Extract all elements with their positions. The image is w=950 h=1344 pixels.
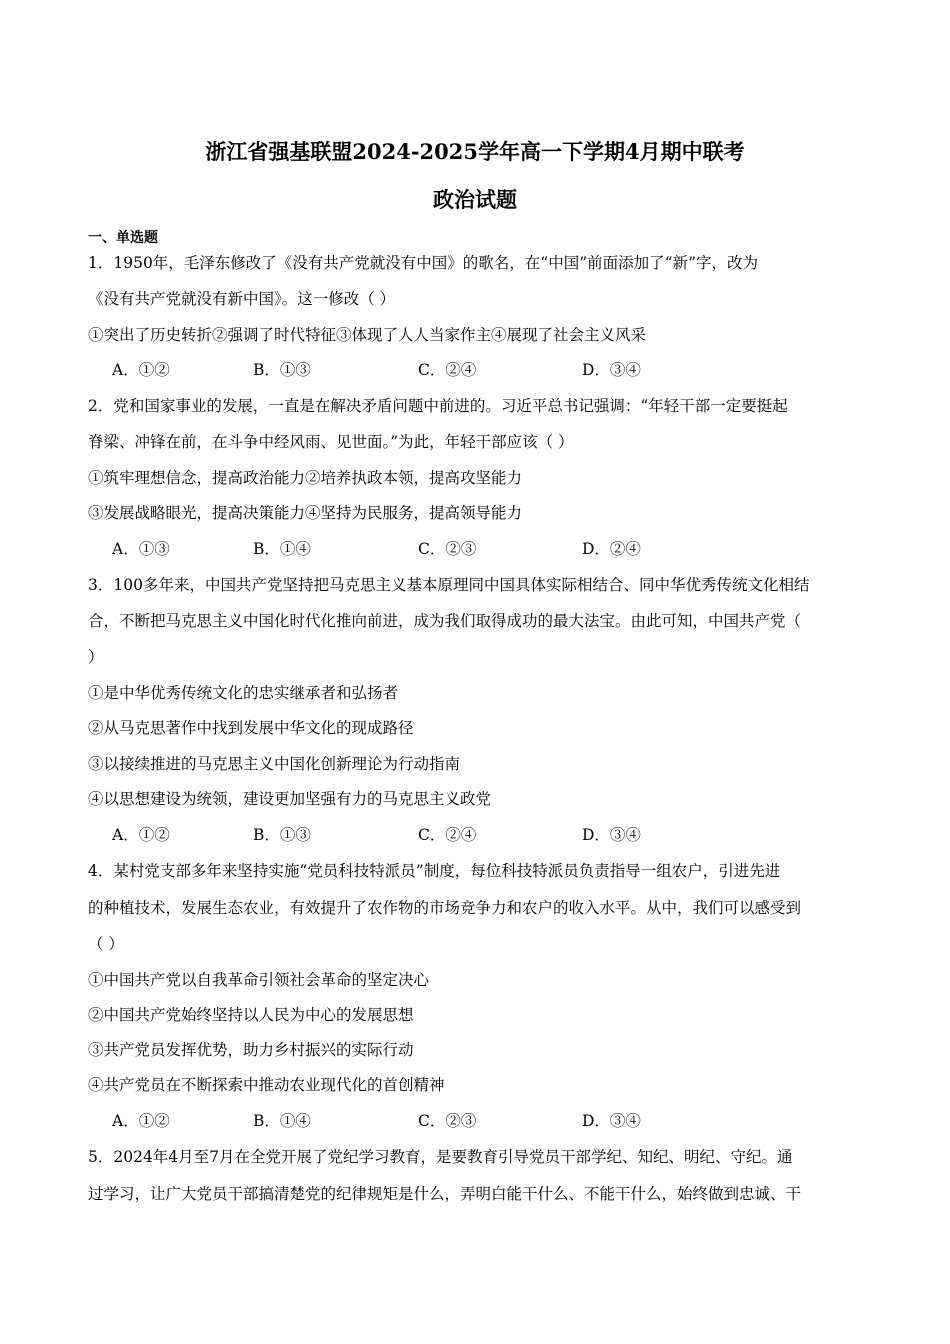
question-4-stem-line-1: 4．某村党支部多年来坚持实施“党员科技特派员”制度，每位科技特派员负责指导一组农户，引进先进 <box>88 862 781 880</box>
question-4-stem-line-2: 的种植技术，发展生态农业，有效提升了农作物的市场竞争力和农户的收入水平。从中，我们可以感受到 <box>88 899 802 917</box>
question-2-stem-line-1: 2．党和国家事业的发展，一直是在解决矛盾问题中前进的。习近平总书记强调：“年轻干部一定要挺起 <box>88 397 788 415</box>
question-4-option-b[interactable]: B．①④ <box>253 1112 311 1130</box>
question-1-option-b[interactable]: B．①③ <box>253 361 311 379</box>
question-3-statement-1: ①是中华优秀传统文化的忠实继承者和弘扬者 <box>88 684 399 702</box>
document-title: 浙江省强基联盟2024-2025学年高一下学期4月期中联考 <box>205 139 745 164</box>
question-2-statement-2: ③发展战略眼光，提高决策能力④坚持为民服务，提高领导能力 <box>88 504 523 522</box>
question-4-statement-1: ①中国共产党以自我革命引领社会革命的坚定决心 <box>88 971 430 989</box>
question-4-statement-3: ③共产党员发挥优势，助力乡村振兴的实际行动 <box>88 1041 414 1059</box>
question-4-stem-line-3: （ ） <box>88 935 124 953</box>
question-2-option-d[interactable]: D．②④ <box>582 540 641 558</box>
question-2-option-a[interactable]: A．①③ <box>112 540 170 558</box>
question-4-statement-4: ④共产党员在不断探索中推动农业现代化的首创精神 <box>88 1076 445 1094</box>
question-1-stem-line-1: 1．1950年，毛泽东修改了《没有共产党就没有中国》的歌名，在“中国”前面添加了“新”字，改为 <box>88 254 759 272</box>
question-4-option-a[interactable]: A．①② <box>112 1112 170 1130</box>
question-4-option-c[interactable]: C．②③ <box>418 1112 477 1130</box>
question-5-stem-line-2: 过学习，让广大党员干部搞清楚党的纪律规矩是什么，弄明白能干什么、不能干什么，始终做到忠诚、干 <box>88 1185 802 1203</box>
question-3-statement-4: ④以思想建设为统领，建设更加坚强有力的马克思主义政党 <box>88 790 492 808</box>
question-2-option-b[interactable]: B．①④ <box>253 540 311 558</box>
question-3-option-c[interactable]: C．②④ <box>418 826 477 844</box>
question-2-stem-line-2: 脊梁、冲锋在前，在斗争中经风雨、见世面。”为此，年轻干部应该（ ） <box>88 433 574 451</box>
question-1-option-c[interactable]: C．②④ <box>418 361 477 379</box>
question-4-option-d[interactable]: D．③④ <box>582 1112 641 1130</box>
question-3-statement-2: ②从马克思著作中找到发展中华文化的现成路径 <box>88 719 414 737</box>
section-heading: 一、单选题 <box>88 230 158 246</box>
question-1-option-d[interactable]: D．③④ <box>582 361 641 379</box>
question-2-statement-1: ①筑牢理想信念，提高政治能力②培养执政本领，提高攻坚能力 <box>88 469 523 487</box>
question-3-option-b[interactable]: B．①③ <box>253 826 311 844</box>
question-4-statement-2: ②中国共产党始终坚持以人民为中心的发展思想 <box>88 1006 414 1024</box>
question-3-stem-line-1: 3．100多年来，中国共产党坚持把马克思主义基本原理同中国具体实际相结合、同中华优秀传统文化相结 <box>88 576 810 594</box>
question-1-statement-1: ①突出了历史转折②强调了时代特征③体现了人人当家作主④展现了社会主义风采 <box>88 326 647 344</box>
question-3-option-d[interactable]: D．③④ <box>582 826 641 844</box>
question-1-stem-line-2: 《没有共产党就没有新中国》。这一修改（ ） <box>88 290 396 308</box>
question-3-stem-line-3: ） <box>88 648 104 666</box>
question-3-stem-line-2: 合，不断把马克思主义中国化时代化推向前进，成为我们取得成功的最大法宝。由此可知，中国共产党（ <box>88 612 802 630</box>
question-2-option-c[interactable]: C．②③ <box>418 540 477 558</box>
question-3-statement-3: ③以接续推进的马克思主义中国化创新理论为行动指南 <box>88 755 461 773</box>
document-subtitle: 政治试题 <box>433 187 517 212</box>
question-5-stem-line-1: 5．2024年4月至7月在全党开展了党纪学习教育，是要教育引导党员干部学纪、知纪、明纪、守纪。通 <box>88 1148 793 1166</box>
question-1-option-a[interactable]: A．①② <box>112 361 170 379</box>
question-3-option-a[interactable]: A．①② <box>112 826 170 844</box>
